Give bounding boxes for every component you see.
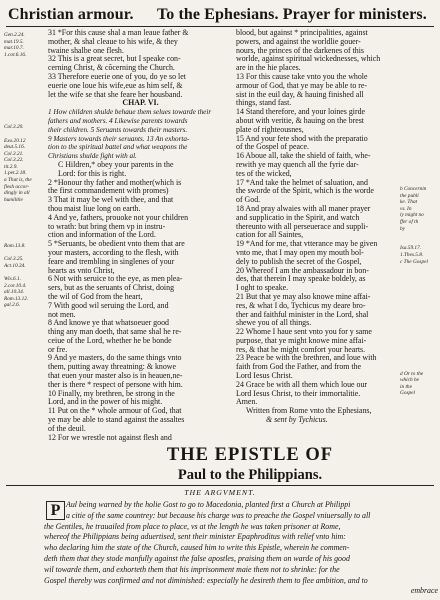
verse-line: 9 And ye masters, do the same things vnto [48,353,182,363]
verse-line: euerie one loue his wife,eue as him self, & [48,80,183,90]
margin-note [4,91,46,98]
margin-note: all.10.34. [4,289,25,296]
margin-note [4,65,46,72]
margin-note [4,349,46,356]
verse-line: 9 Masters towards their seruants. 13 An exhorta- [48,134,190,143]
margin-note: mar.10.7. [4,45,24,52]
margin-note [400,272,438,279]
verse-line: 16 Aboue all, take the shield of faith, whe- [236,151,371,161]
verse-line: of the deuil. [48,423,86,433]
verse-line: cerning Christ, & cõcerning the Church. [48,63,175,73]
margin-note [4,98,46,105]
margin-note [4,269,46,276]
margin-note [4,58,46,65]
margin-note: which he [400,377,419,384]
header-right: To the Ephesians. Prayer for ministers. [157,6,427,23]
margin-note: tit.2.9. [4,163,18,170]
argument-line: Gospel thereby was confirmed and not diminished: especially he desireth them to flee ambition, and to [44,575,368,585]
verse-line: 6 Not with seruice to the eye, as men plea- [48,274,183,284]
margin-note: 1.pet.2.18. [4,170,27,177]
verse-line: to wrath: but bring them vp in instru- [48,221,166,231]
margin-note [400,285,438,292]
verse-line: things, stand fast. [236,98,292,108]
verse-line: 3 That it may be wel with thee, and that [48,195,174,205]
margin-note [400,324,438,331]
margin-note [400,338,438,345]
margin-note [4,223,46,230]
verse-line: 4 And ye, fathers, prouoke not your children [48,212,189,222]
margin-note [400,239,438,246]
verse-line: thing any man doeth, that same shal he re- [48,327,182,337]
right-column-text [236,29,398,431]
verse-line: tion to the spiritual battel and what weapons the [48,143,188,152]
left-margin-notes [4,32,46,388]
verse-line: sist in the euil day, & hauing finished all [236,89,364,99]
margin-note: deut.5.16. [4,144,26,151]
margin-note: Col.3.22. [4,157,24,164]
margin-note: c The Gospel [400,258,428,265]
verse-line: their children. 5 Seruants towards their masters. [48,125,188,134]
argument-line: wil towarde them, and exhorteth them that his imprisonment maie them not to shrinke: for the [44,564,340,574]
margin-note [4,309,46,316]
verse-line: them, putting away threatning: & knowe [48,362,176,372]
verse-line: 13 For this cause take vnto you the whole [236,71,368,81]
margin-note [4,375,46,382]
margin-note: Rom.13.8. [4,243,26,249]
verse-line: & sent by Tychicus. [266,415,328,425]
argument-line: embrace [410,586,438,596]
margin-note: ly might no [400,212,424,219]
argument-line: the Gentiles, he trauailed from place to place, vs at the length he was taken prisoner at Rome, [44,521,341,531]
margin-note: 1.cor.6.16. [4,51,27,58]
verse-line: 12 For we wrestle not against flesh and [48,432,172,442]
margin-note [4,381,46,388]
margin-note [400,318,438,325]
verse-line: sers, but as the seruants of Christ, doing [48,283,175,293]
verse-line: 15 And your fete shod with the preparatio [236,133,368,143]
margin-note [400,357,438,364]
verse-line: ther and faithful minister in the Lord, shal [236,309,369,319]
margin-note: in the [400,383,412,390]
verse-line: and supplicatio in the Spirit, and watch [236,212,360,222]
verse-line: your masters, according to the flesh, with [48,247,179,257]
margin-note [400,265,438,272]
margin-note [4,335,46,342]
drop-capital: P [46,501,65,520]
margin-note: Col.3.20. [4,124,24,131]
argument-line: Aul being warned by the holie Gost to go to Macedonia, planted first a Church at Philippi [66,500,351,509]
verse-line: thou maist liue long on earth. [48,203,141,213]
verse-line: ye may be able to stand against the assaltes [48,415,185,425]
title-rule [6,485,434,486]
margin-note: ffer of th [400,218,419,225]
margin-note [4,316,46,323]
margin-note: d Or to the [400,370,424,377]
verse-line: the wil of God from the heart, [48,291,143,301]
verse-line: Amen. [236,397,258,407]
margin-note [4,342,46,349]
verse-line: 14 Stand therefore, and your loines girde [236,107,366,117]
verse-line: 2 *Honour thy father and mother(which is [48,177,182,187]
margin-note: 2.cor.10.4. [4,282,27,289]
verse-line: ther is there * respect of persone with him. [48,379,183,389]
verse-line: 5 *Seruants, be obedient vnto them that are [48,239,185,249]
margin-note: gal.2.6. [4,302,21,309]
margin-note [400,292,438,299]
margin-note [4,368,46,375]
left-column-text [48,29,233,448]
margin-note: flesh accor- [4,183,30,190]
verse-line: 19 *And for me, that vtterance may be given [236,239,378,249]
verse-line: tes of the wicked, [236,168,292,178]
verse-line: 24 Grace be with all them which loue our [236,379,368,389]
margin-note [400,344,438,351]
argument-line: whereof the Philippians being aduertised, sent their minister Epaphroditus with relief vnto him: [44,532,346,542]
margin-note [4,78,46,85]
verse-line: 18 And pray alwaies with all maner prayer [236,203,371,213]
margin-note: Col.3.21. [4,150,24,157]
verse-line: ction and information of the Lord. [48,230,156,240]
verse-line: hearts as vnto Christ, [48,265,115,275]
verse-line: CHAP. VI. [122,98,159,108]
margin-note [400,305,438,312]
margin-note: 1.Thes.5.8. [400,251,424,258]
verse-line: I oght to speake. [236,283,289,293]
verse-line: or fre. [48,344,68,354]
verse-line: feare and trembling in singlenes of your [48,256,175,266]
margin-note: Rom.13.12. [4,295,29,302]
verse-line: Christians shulde fight with al. [48,152,137,161]
argument-line: a citie of the same countrey: but because his charge was to preache the Gospel vniuersally to all [66,510,371,520]
margin-note [400,331,438,338]
margin-note [400,311,438,318]
margin-note [400,364,438,371]
verse-line: 31 *For this cause shal a man leaue father & [48,29,189,37]
verse-line: des, that therein I may speake boldely, as [236,274,366,284]
verse-line: are in the hie places. [236,63,301,73]
verse-line: twaine shalbe one flesh. [48,45,124,55]
margin-note: b Concernin [400,186,427,192]
verse-line: worlde, against spiritual wickednesses, which [236,54,381,64]
verse-line: 32 This is a great secret, but I speake con- [48,54,181,64]
margin-note: by [400,225,405,232]
margin-note [4,131,46,138]
verse-line: the first commandement with promes) [48,186,169,196]
verse-line: powers, and against the worldlie gouer- [236,36,361,46]
margin-note: Act.10.34. [4,262,26,269]
margin-note [4,329,46,336]
margin-note [4,250,46,257]
header-rule [6,26,434,27]
verse-line: nours, the princes of the darkenes of this [236,45,364,55]
verse-line: Lord Iesus Christ, to their immortalitie. [236,388,361,398]
verse-line: 22 Whome I haue sent vnto you for y same [236,327,372,337]
verse-line: the sworde of the Spirit, which is the worde [236,186,374,196]
margin-note [4,203,46,210]
verse-line: 33 Therefore euerie one of you, do ye so let [48,71,186,81]
margin-note: Exo.20.12 [4,137,26,144]
verse-line: 8 And knowe ye that whatsoeuer good [48,318,169,328]
margin-note [4,85,46,92]
epistle-title-block [100,445,400,484]
margin-note [400,351,438,358]
margin-note: ke. That [400,199,418,206]
verse-line: 20 Whereof I am the ambassadour in bon- [236,265,369,275]
margin-note [4,355,46,362]
margin-note [4,72,46,79]
verse-line: not men. [48,309,76,319]
verse-line: plate of righteousnes, [236,124,304,134]
verse-line: let the wife se that she feare her housband. [48,89,183,99]
margin-note [4,111,46,118]
margin-note [4,105,46,112]
argument-text [44,500,438,597]
verse-line: fathers and mothers. 4 Likewise parents towards [48,116,188,125]
margin-note [400,404,438,411]
margin-note: Wis.6.1. [4,275,21,282]
verse-line: thereunto with all perseuerace and suppli- [236,221,369,231]
margin-note [400,298,438,305]
margin-note: Gen.2.24. [4,32,25,38]
epistle-subtitle: Paul to the Philippians. [177,467,323,483]
running-header [6,6,434,24]
verse-line: of God. [236,195,261,205]
verse-line: Lord Iesus Christ. [236,371,293,381]
verse-line: 10 Finally, my brethren, be strong in the [48,388,175,398]
header-left: Christian armour. [8,6,134,23]
verse-line: res, & that he might comfort your hearts. [236,344,366,354]
right-margin-notes [400,186,438,410]
margin-note: dingly in all [4,190,30,197]
margin-note: Gospel [400,390,416,397]
margin-note [4,217,46,224]
margin-note [400,397,438,404]
verse-line: Written from Rome vnto the Ephesians, [246,406,372,416]
margin-note: Isa.59.17. [400,245,422,252]
verse-line: mother, & shal cleaue to his wife, & they [48,36,178,46]
verse-line: shewe you of all things. [236,318,312,328]
verse-line: blood, but against * principalities, against [236,29,368,37]
verse-line: 23 Peace be with the brethren, and loue with [236,353,377,363]
margin-note [400,278,438,285]
verse-line: of the Gospel of peace. [236,142,309,152]
margin-note [4,118,46,125]
verse-line: that euen your master also is in heauen,ne- [48,371,183,381]
verse-line: 1 How children shulde behaue them selues towarde their [48,108,212,117]
margin-note: the publi [400,192,419,199]
verse-line: 7 With good wil seruing the Lord, and [48,300,169,310]
verse-line: C Hildren,* obey your parents in the [58,159,174,169]
verse-line: cation for all Saintes, [236,230,304,240]
margin-note [4,236,46,243]
margin-note [4,322,46,329]
verse-line: rewith ye may quench all the fyrie dar- [236,159,359,169]
epistle-title: THE EPISTLE OF [166,445,334,465]
verse-line: 17 *And take the helmet of saluation, and [236,177,368,187]
margin-note: vs. In [400,205,412,212]
margin-note: a That is, the [4,177,32,184]
margin-note [4,210,46,217]
argument-heading: THE ARGVMENT. [184,488,256,497]
verse-line: dely to publish the secret of the Gospel, [236,256,362,266]
verse-line: Lord, and in the power of his might. [48,397,163,407]
verse-line: Lord: for this is right. [58,168,127,178]
argument-line: deth them that they stode manfully against the false apostles, praising them on warde of his good [44,553,350,563]
margin-note [4,362,46,369]
verse-line: vnto me, that I may open my mouth bol- [236,247,364,257]
margin-note: Col.3.25. [4,256,24,263]
verse-line: purpose, that ye might knowe mine affai- [236,335,367,345]
verse-line: 21 But that ye may also knowe mine affai- [236,291,371,301]
margin-note: mat.19.5. [4,38,24,45]
verse-line: armour of God, that ye may be able to re- [236,80,368,90]
margin-note [4,230,46,237]
margin-note: humilitie [4,196,23,203]
margin-note [400,232,438,239]
verse-line: 11 Put on the * whole armour of God, that [48,406,182,416]
verse-line: res, & what I do, Tychicus my deare bro- [236,300,366,310]
verse-line: about with veritie, & hauing on the brest [236,115,364,125]
argument-line: who declaring him the state of the Church, caused him to write this Epistle, wherein he commen- [44,543,350,553]
verse-line: faith from God the Father, and from the [236,362,362,372]
verse-line: ceiue of the Lord, whether he be bonde [48,335,172,345]
